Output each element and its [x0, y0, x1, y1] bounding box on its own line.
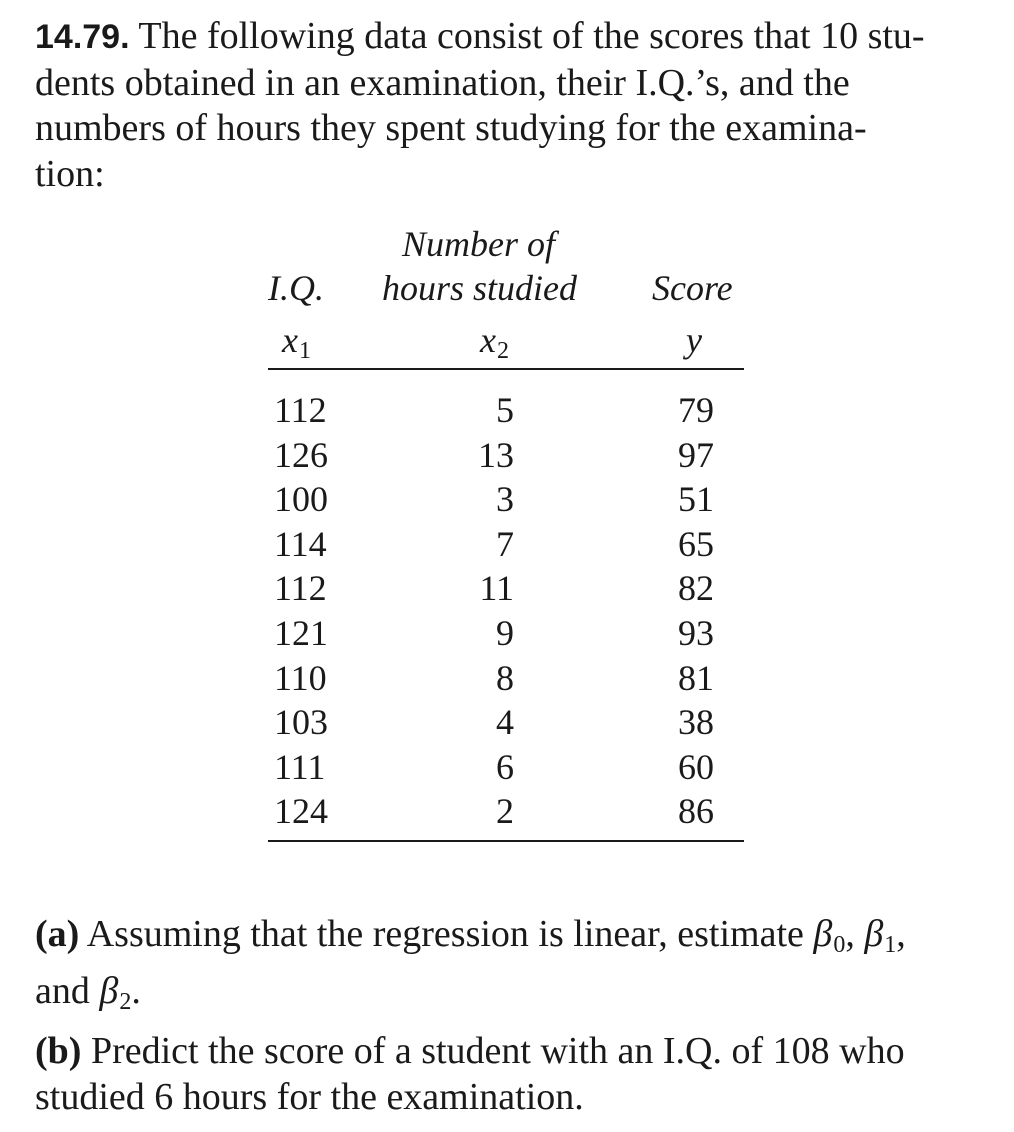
hours-cell: 7	[496, 523, 514, 564]
problem-text-line-2: dents obtained in an examination, their I.Q.’s, and the	[35, 61, 850, 104]
y-variable: y	[686, 320, 702, 360]
score-cell: 86	[678, 791, 714, 832]
hours-cell: 9	[496, 613, 514, 653]
hours-cell: 3	[496, 479, 514, 520]
beta0-subscript: 0	[833, 932, 846, 958]
x2-variable	[480, 318, 509, 373]
iq-header: I.Q.	[268, 268, 324, 308]
hours-cell: 11	[479, 568, 514, 609]
part-a-sep1: ,	[845, 913, 865, 955]
part-a	[35, 912, 979, 1025]
score-cell: 93	[678, 613, 714, 653]
iq-cell: 112	[274, 568, 327, 609]
beta1-symbol: β	[864, 913, 884, 955]
hours-cell: 8	[496, 657, 514, 698]
iq-cell: 103	[274, 702, 328, 743]
part-a-text: Assuming that the regression is linear, estimate	[79, 913, 814, 955]
iq-cell: 100	[274, 479, 328, 520]
iq-cell: 110	[274, 657, 327, 698]
x2-letter: x	[480, 320, 496, 360]
hours-cell: 13	[478, 434, 514, 475]
x1-letter: x	[282, 320, 298, 360]
problem-statement	[35, 14, 979, 197]
beta1-subscript: 1	[884, 932, 897, 958]
score-cell: 65	[678, 523, 714, 564]
part-b-label: (b)	[35, 1030, 82, 1072]
hours-header-line-1: Number of	[402, 224, 555, 264]
beta0-symbol: β	[813, 913, 833, 955]
table-top-rule	[268, 368, 744, 370]
x1-subscript: 1	[298, 338, 311, 364]
problem-text-line-3: numbers of hours they spent studying for the examina-	[35, 107, 867, 149]
hours-cell: 4	[496, 702, 514, 743]
iq-cell: 112	[274, 390, 327, 430]
score-cell: 38	[678, 702, 714, 743]
score-header: Score	[652, 268, 733, 308]
part-a-label: (a)	[35, 913, 80, 955]
hours-cell: 6	[496, 746, 514, 787]
problem-text-line-1: The following data consist of the scores that 10 stu-	[138, 15, 925, 57]
part-a-sep2: ,	[896, 913, 906, 955]
score-cell: 82	[678, 568, 714, 609]
iq-cell: 124	[274, 791, 328, 832]
beta2-symbol: β	[99, 969, 119, 1012]
score-cell: 79	[678, 390, 714, 430]
hours-header-line-2: hours studied	[382, 268, 578, 308]
iq-cell: 121	[274, 613, 328, 653]
question-parts	[35, 912, 979, 1120]
problem-line-1	[35, 14, 979, 61]
part-b	[35, 1029, 979, 1120]
hours-cell: 5	[496, 390, 514, 430]
part-a-line2-prefix: and	[35, 969, 100, 1012]
table-bottom-rule	[268, 840, 744, 842]
beta2-subscript: 2	[119, 988, 132, 1015]
iq-cell: 111	[274, 746, 326, 787]
iq-cell: 126	[274, 434, 328, 475]
x2-subscript: 2	[496, 338, 509, 364]
x1-variable	[282, 318, 311, 373]
score-cell: 51	[678, 479, 714, 520]
score-cell: 97	[678, 434, 714, 475]
part-a-end: .	[131, 969, 141, 1012]
problem-number: 14.79.	[35, 18, 130, 56]
problem-text-line-4: tion:	[35, 152, 105, 195]
iq-cell: 114	[274, 523, 327, 564]
part-b-text: Predict the score of a student with an I.Q. of 108 who studied 6 hours for the examination.	[35, 1030, 905, 1118]
score-cell: 81	[678, 657, 714, 698]
score-cell: 60	[678, 746, 714, 787]
hours-cell: 2	[496, 791, 514, 832]
